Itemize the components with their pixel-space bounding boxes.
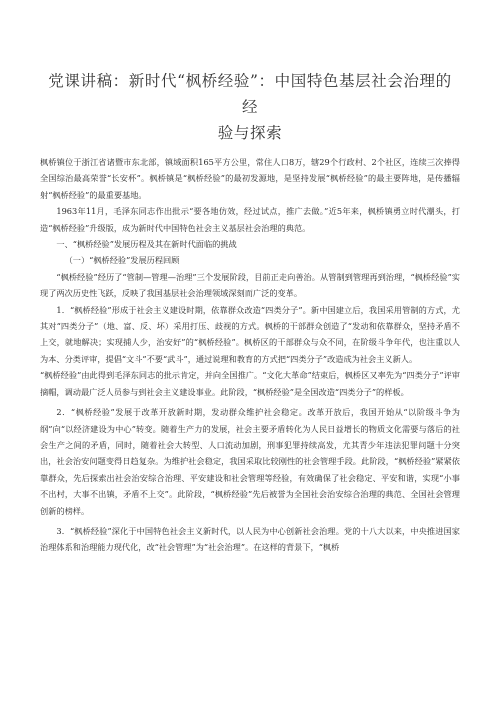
paragraph-point-2: 2．“枫桥经验”发展于改革开放新时期，发动群众维护社会稳定。改革开放后，我国开始从“以阶级斗争为纲”向“以经济建设为中心”转变。随着生产力的发展，社会主要矛盾转化为人民日益增长的物质文化需要与落后的社会生产之间的矛盾，同时，随着社会大转型、人口流动加剧，刑事犯罪持续高发，尤其青少年违法犯罪问题十分突出，社会治安问题变得日趋复杂。为维护社会稳定，我国采取比较刚性的社会管理手段。此阶段，“枫桥经验”紧紧依靠群众，先后探索出社会治安综合治理、平安建设和社会管理等经验，有效确保了社会稳定、平安和谐，实现“小事不出村，大事不出镇，矛盾不上交”。此阶段，“枫桥经验”先后被誉为全国社会治安综合治理的典范、全国社会管理创新的榜样。 [40, 407, 460, 516]
document-title [40, 68, 460, 146]
paragraph-point-3: 3．“枫桥经验”深化于中国特色社会主义新时代，以人民为中心创新社会治理。党的十八大以来，中央推进国家治理体系和治理能力现代化，改“社会管理”为“社会治理”。在这样的背景下，“枫桥 [40, 525, 460, 553]
section-heading-1: 一、“枫桥经验”发展历程及其在新时代面临的挑战 [56, 239, 237, 250]
paragraph-intro: 枫桥镇位于浙江省诸暨市东北部，镇域面积165平方公里，常住人口8万，辖29个行政村、2个社区，连续三次捧得全国综治最高荣誉“长安杯”。枫桥镇是“枫桥经验”的最初发源地，是坚持发展“枫桥经验”的最主要阵地，是传播辐射“枫桥经验”的最重要基地。 [40, 157, 460, 200]
paragraph-1963: 1963年11月，毛泽东同志作出批示“要各地仿效，经过试点，推广去做。”近5年来，枫桥镇勇立时代潮头，打造“枫桥经验”升级版，成为新时代中国特色社会主义基层社会治理的典范。 [40, 206, 460, 233]
paragraph-point-1-continued: “枫桥经验”由此得到毛泽东同志的批示肯定，并向全国推广。“文化大革命”结束后，枫桥区又率先为“四类分子”评审摘帽，调动最广泛人员参与到社会主义建设事业。此阶段，“枫桥经验”是全国改造“四类分子”的样板。 [40, 370, 460, 397]
paragraph-point-1: 1．“枫桥经验”形成于社会主义建设时期，依靠群众改造“四类分子”。新中国建立后，我国采用管制的方式，尤其对“四类分子”（地、富、反、坏）采用打压、歧视的方式。枫桥的干部群众创造了“发动和依靠群众，坚持矛盾不上交，就地解决；实现捕人少，治安好”的“枫桥经验”。枫桥区的干部群众与众不同，在阶级斗争年代，也注重以人为本、分类评审，提倡“文斗”不要“武斗”，通过说理和教育的方式把“四类分子”改造成为社会主义新人。 [40, 304, 460, 364]
document-body [40, 154, 460, 556]
title-line-1: 党课讲稿：新时代“枫桥经验”：中国特色基层社会治理的经 [48, 72, 452, 116]
subsection-heading-1: （一）“枫桥经验”发展历程回顾 [64, 255, 180, 266]
paragraph-stages: “枫桥经验”经历了“管制—管理—治理”三个发展阶段，目前正走向善治。从管制到管理再到治理，“枫桥经验”实现了两次历史性飞跃，反映了我国基层社会治理领域深刻而广泛的变革。 [40, 271, 460, 299]
title-line-2: 验与探索 [217, 124, 283, 142]
